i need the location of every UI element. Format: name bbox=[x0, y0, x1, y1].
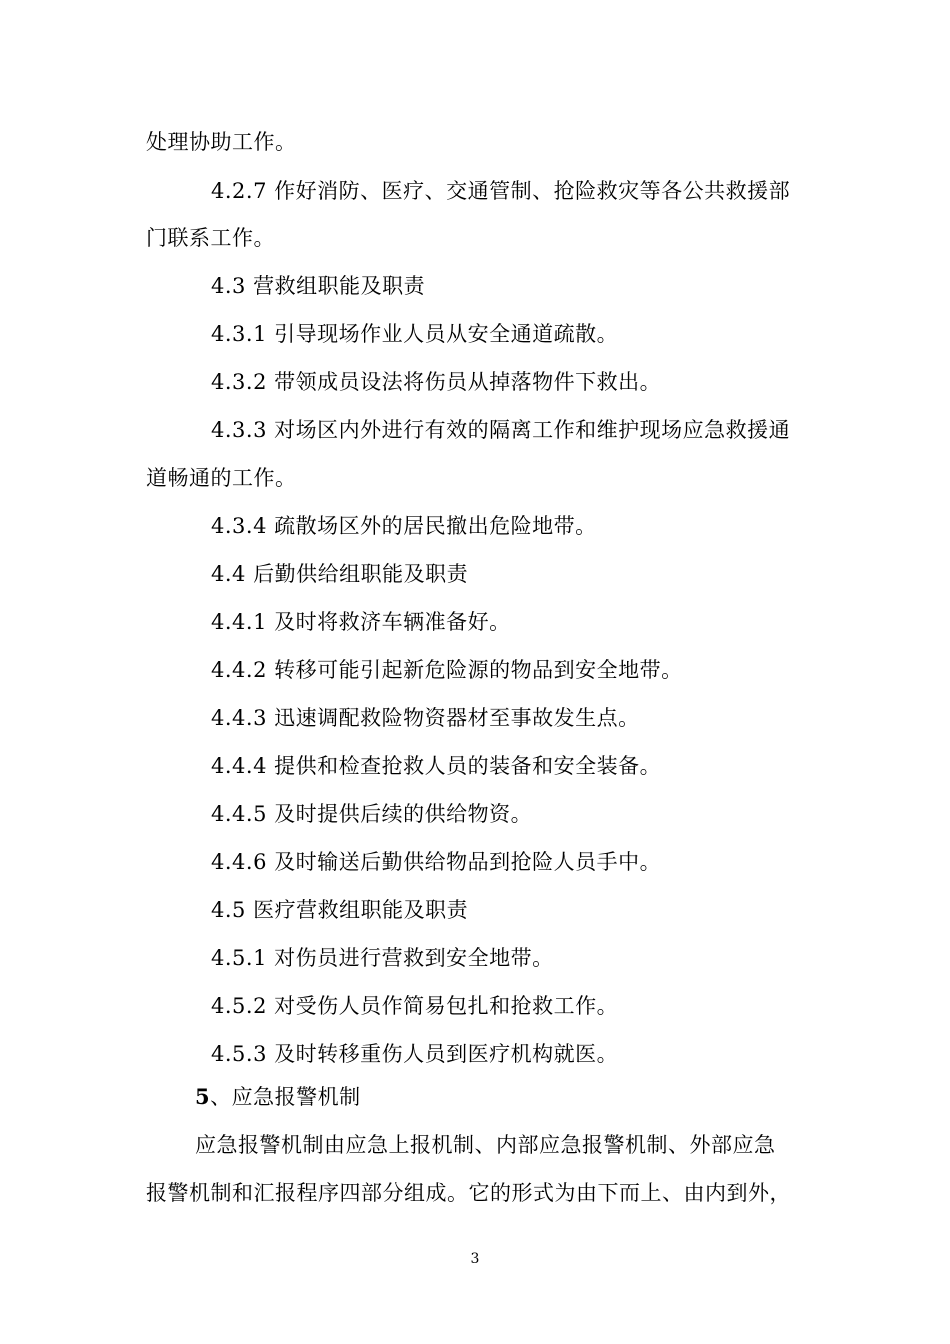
section-heading: 4.4 后勤供给组职能及职责 bbox=[211, 562, 469, 586]
text-line: 4.4.6 及时输送后勤供给物品到抢险人员手中。 bbox=[211, 850, 662, 874]
text-line: 4.4.5 及时提供后续的供给物资。 bbox=[211, 802, 533, 826]
text-line: 4.4.2 转移可能引起新危险源的物品到安全地带。 bbox=[211, 658, 683, 682]
text-line: 处理协助工作。 bbox=[146, 130, 297, 154]
text-line: 4.4.4 提供和检查抢救人员的装备和安全装备。 bbox=[211, 754, 662, 778]
section-heading: 4.5 医疗营救组职能及职责 bbox=[211, 898, 469, 922]
text-line: 4.2.7 作好消防、医疗、交通管制、抢险救灾等各公共救援部 bbox=[211, 179, 791, 203]
text-line: 4.3.1 引导现场作业人员从安全通道疏散。 bbox=[211, 322, 619, 346]
text-line: 4.5.2 对受伤人员作简易包扎和抢救工作。 bbox=[211, 994, 619, 1018]
page-number: 3 bbox=[470, 1251, 480, 1267]
text-line: 4.3.4 疏散场区外的居民撤出危险地带。 bbox=[211, 514, 597, 538]
text-line: 4.5.3 及时转移重伤人员到医疗机构就医。 bbox=[211, 1042, 619, 1066]
text-line: 门联系工作。 bbox=[146, 226, 275, 250]
text-line: 道畅通的工作。 bbox=[146, 466, 297, 490]
section-5-heading bbox=[195, 1082, 361, 1112]
section-heading: 4.3 营救组职能及职责 bbox=[211, 274, 426, 298]
section-5-title: 、应急报警机制 bbox=[210, 1085, 361, 1109]
text-line: 4.3.3 对场区内外进行有效的隔离工作和维护现场应急救援通 bbox=[211, 418, 791, 442]
paragraph-line: 应急报警机制由应急上报机制、内部应急报警机制、外部应急 bbox=[195, 1133, 776, 1157]
text-line: 4.5.1 对伤员进行营救到安全地带。 bbox=[211, 946, 554, 970]
section-5-number: 5 bbox=[195, 1084, 211, 1109]
text-line: 4.3.2 带领成员设法将伤员从掉落物件下救出。 bbox=[211, 370, 662, 394]
text-line: 4.4.1 及时将救济车辆准备好。 bbox=[211, 610, 511, 634]
text-line: 4.4.3 迅速调配救险物资器材至事故发生点。 bbox=[211, 706, 640, 730]
paragraph-line: 报警机制和汇报程序四部分组成。它的形式为由下而上、由内到外， bbox=[146, 1181, 791, 1205]
